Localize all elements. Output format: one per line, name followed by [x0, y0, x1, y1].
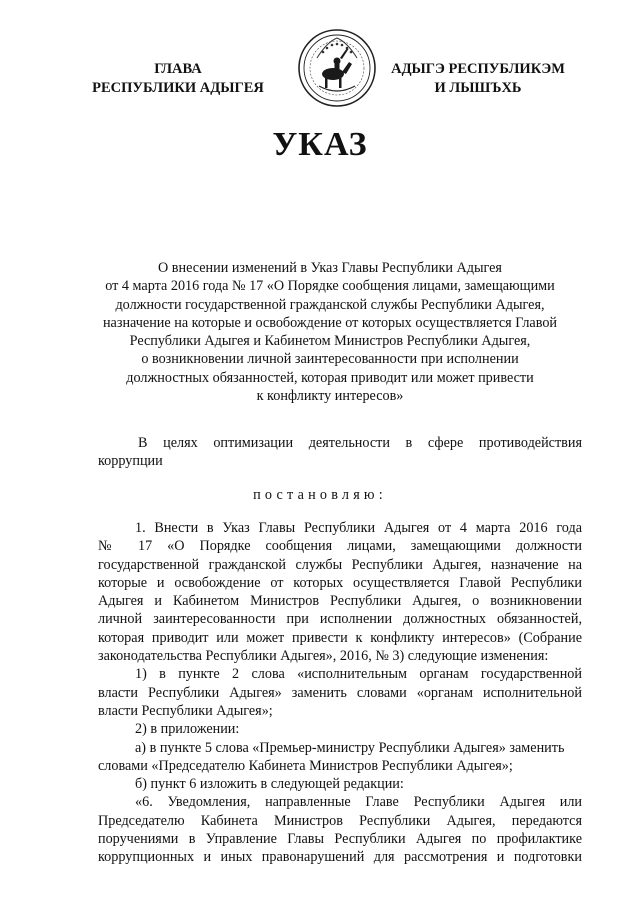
- document-body: [98, 519, 582, 867]
- body-line: власти Республики Адыгея» заменить словами «органам исполнительной: [98, 684, 582, 701]
- document-title: УКАЗ: [272, 126, 368, 163]
- body-line: Адыгея и Кабинетом Министров Республики Адыгея, о возникновении: [98, 593, 582, 610]
- body-line: законодательства Республики Адыгея», 2016, № 3) следующие изменения:: [98, 648, 549, 665]
- body-line: № 17 «О Порядке сообщения лицами, замещающими должности: [98, 538, 582, 555]
- body-line: власти Республики Адыгея»;: [98, 702, 273, 719]
- body-line: 1) в пункте 2 слова «исполнительным органам государственной: [135, 666, 582, 683]
- decree-word: постановляю:: [253, 487, 387, 503]
- body-line: личной заинтересованности при исполнении должностных обязанностей,: [98, 611, 582, 628]
- heading-line: О внесении изменений в Указ Главы Республики Адыгея: [158, 260, 502, 276]
- body-line: коррупционных и иных правонарушений для рассмотрения и подготовки: [98, 849, 582, 866]
- body-line: словами «Председателю Кабинета Министров Республики Адыгея»;: [98, 757, 513, 774]
- header-left: [78, 60, 278, 98]
- body-line: а) в пункте 5 слова «Премьер-министру Республики Адыгея» заменить: [135, 739, 565, 756]
- heading-line: к конфликту интересов»: [256, 388, 404, 405]
- coat-of-arms-icon: [297, 28, 377, 108]
- heading-line: Республики Адыгея и Кабинетом Министров Республики Адыгея,: [129, 333, 531, 350]
- heading-line: от 4 марта 2016 года № 17 «О Порядке сообщения лицами, замещающими: [105, 278, 555, 295]
- body-line: 1. Внести в Указ Главы Республики Адыгея от 4 марта 2016 года: [135, 520, 582, 536]
- heading-line: о возникновении личной заинтересованности при исполнении: [141, 351, 519, 368]
- header-right-line-1: АДЫГЭ РЕСПУБЛИКЭМ: [391, 61, 565, 77]
- body-line: б) пункт 6 изложить в следующей редакции:: [135, 776, 404, 793]
- heading-line: должностных обязанностей, которая приводит или может привести: [126, 369, 534, 386]
- body-line: поручениями в Управление Главы Республики Адыгея по профилактике: [98, 831, 582, 848]
- document-heading: [80, 259, 580, 405]
- preamble-line: коррупции: [98, 453, 163, 470]
- body-line: государственной гражданской службы Республики Адыгея, назначение на: [98, 556, 582, 573]
- header-left-line-2: РЕСПУБЛИКИ АДЫГЕЯ: [92, 80, 264, 96]
- heading-line: назначение на которые и освобождение от которых осуществляется Главой: [102, 314, 558, 331]
- header-right-line-2: И ЛЫШЪХЬ: [434, 80, 522, 96]
- header-left-line-1: ГЛАВА: [154, 61, 202, 77]
- preamble-line: В целях оптимизации деятельности в сфере противодействия: [138, 435, 582, 451]
- body-line: которые и освобождение от которых осуществляется Главой Республики: [98, 574, 582, 591]
- body-line: 2) в приложении:: [135, 721, 240, 738]
- body-line: Председателю Кабинета Министров Республики Адыгея, передаются: [98, 812, 582, 829]
- body-line: которая приводит или может привести к конфликту интересов» (Собрание: [98, 629, 582, 646]
- preamble: [98, 434, 582, 471]
- heading-line: должности государственной гражданской службы Республики Адыгея,: [115, 296, 545, 313]
- header-right: [378, 60, 578, 98]
- body-line: «6. Уведомления, направленные Главе Республики Адыгея или: [135, 794, 582, 811]
